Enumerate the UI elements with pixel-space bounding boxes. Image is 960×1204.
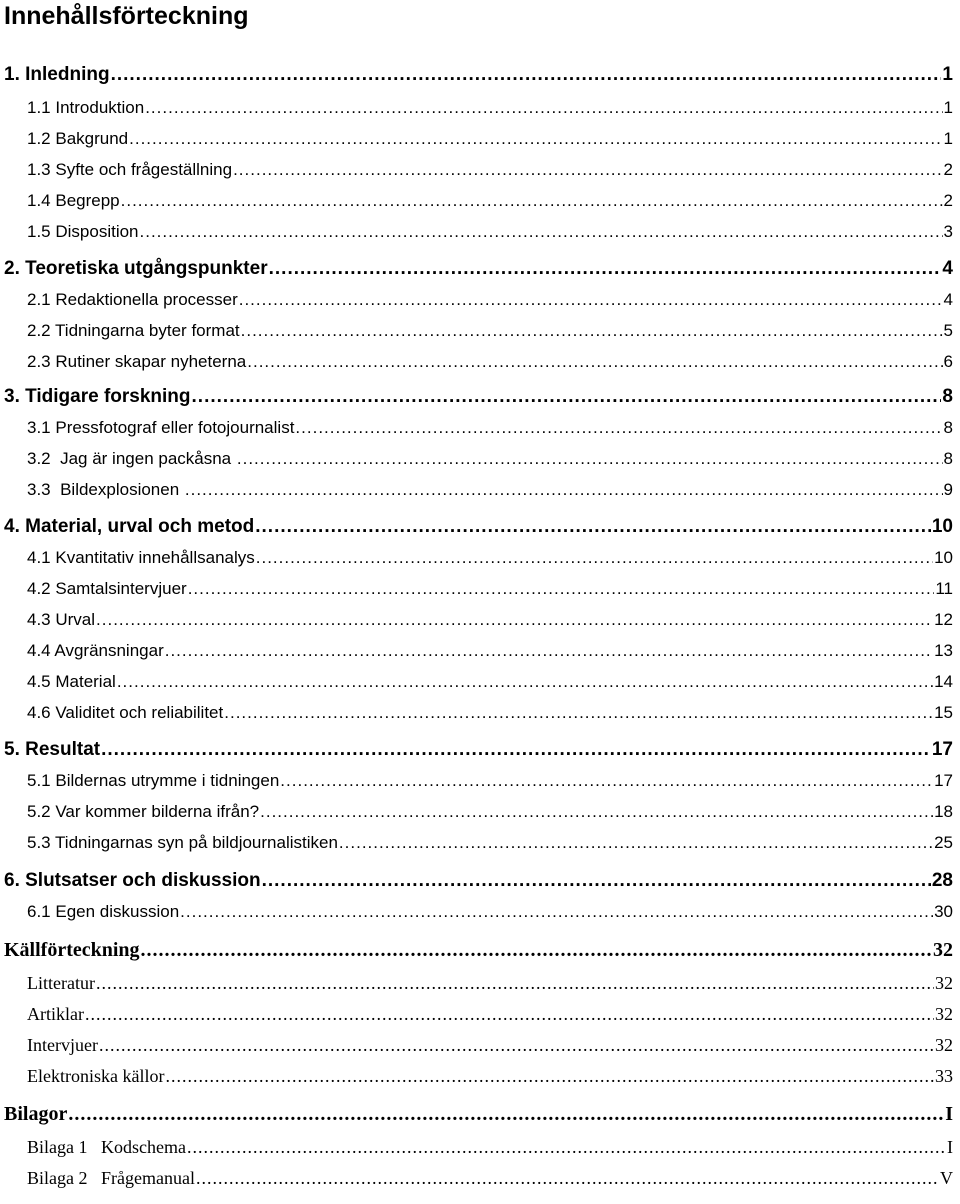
dot-leader: [111, 60, 942, 90]
dot-leader: [68, 1099, 944, 1129]
toc-entry-title: 3.1 Pressfotograf eller fotojournalist: [27, 418, 295, 437]
toc-entry-page: 2: [943, 160, 953, 179]
toc-entry-title: Bilaga 2 Frågemanual: [27, 1168, 195, 1188]
toc-entry-page: V: [940, 1168, 953, 1188]
toc-entry-page: 4: [943, 290, 953, 309]
toc-entry-page: 12: [934, 610, 953, 629]
toc-entry-title: Artiklar: [27, 1004, 84, 1024]
dot-leader: [165, 1061, 934, 1091]
toc-entry-page: I: [947, 1137, 953, 1157]
toc-entry-title: 2.3 Rutiner skapar nyheterna: [27, 352, 247, 371]
toc-entry-title: Elektroniska källor: [27, 1066, 165, 1086]
dot-leader: [129, 124, 942, 154]
toc-entry-page: 3: [943, 222, 953, 241]
page-title: Innehållsförteckning: [4, 2, 249, 30]
toc-entry[interactable]: [4, 735, 953, 765]
toc-entry-page: 1: [943, 98, 953, 117]
dot-leader: [192, 382, 942, 412]
toc-entry-page: 5: [943, 321, 953, 340]
dot-leader: [165, 636, 933, 666]
toc-entry-page: 32: [935, 1035, 953, 1055]
toc-entry-title: 2. Teoretiska utgångspunkter: [4, 258, 268, 279]
toc-entry-page: 15: [934, 703, 953, 722]
toc-entry-title: 3.3 Bildexplosionen: [27, 480, 184, 499]
toc-entry[interactable]: [27, 93, 953, 123]
dot-leader: [187, 1132, 946, 1162]
toc-entry[interactable]: [27, 475, 953, 505]
toc-entry-page: 8: [942, 386, 953, 407]
toc-entry[interactable]: [4, 935, 953, 965]
toc-entry[interactable]: [4, 382, 953, 412]
toc-entry-title: Intervjuer: [27, 1035, 98, 1055]
toc-entry-page: 25: [934, 833, 953, 852]
toc-entry[interactable]: [27, 574, 953, 604]
toc-entry[interactable]: [27, 316, 953, 346]
toc-entry-page: 32: [935, 973, 953, 993]
toc-entry-page: 32: [933, 939, 953, 961]
dot-leader: [85, 999, 934, 1029]
toc-entry[interactable]: [27, 1030, 953, 1060]
toc-entry-title: 4.1 Kvantitativ innehållsanalys: [27, 548, 255, 567]
toc-entry-title: 5.1 Bildernas utrymme i tidningen: [27, 771, 280, 790]
toc-entry-title: 2.1 Redaktionella processer: [27, 290, 238, 309]
toc-entry[interactable]: [4, 512, 953, 542]
toc-entry-page: 11: [935, 579, 953, 598]
dot-leader: [255, 512, 931, 542]
toc-entry-page: 33: [935, 1066, 953, 1086]
dot-leader: [141, 935, 932, 965]
toc-entry-title: Bilagor: [4, 1103, 68, 1125]
toc-entry[interactable]: [27, 766, 953, 796]
dot-leader: [280, 766, 933, 796]
toc-entry[interactable]: [27, 217, 953, 247]
dot-leader: [140, 217, 943, 247]
toc-entry[interactable]: [27, 124, 953, 154]
toc-entry[interactable]: [27, 797, 953, 827]
dot-leader: [117, 667, 933, 697]
dot-leader: [180, 897, 933, 927]
toc-entry[interactable]: [27, 999, 953, 1029]
toc-entry[interactable]: [4, 1099, 953, 1129]
toc-entry[interactable]: [27, 968, 953, 998]
toc-entry-page: 8: [943, 449, 953, 468]
dot-leader: [262, 866, 931, 896]
dot-leader: [96, 605, 933, 635]
toc-entry-page: 17: [934, 771, 953, 790]
toc-entry-title: 1.4 Begrepp: [27, 191, 120, 210]
toc-entry-title: 1.2 Bakgrund: [27, 129, 129, 148]
dot-leader: [196, 1163, 939, 1193]
toc-entry-title: Källförteckning: [4, 939, 140, 961]
dot-leader: [256, 543, 933, 573]
dot-leader: [269, 254, 942, 284]
toc-entry-title: 1.1 Introduktion: [27, 98, 145, 117]
toc-entry[interactable]: [27, 1163, 953, 1193]
toc-entry-page: 6: [943, 352, 953, 371]
toc-entry-page: 32: [935, 1004, 953, 1024]
toc-entry[interactable]: [27, 636, 953, 666]
dot-leader: [295, 413, 942, 443]
toc-entry[interactable]: [27, 1132, 953, 1162]
dot-leader: [99, 1030, 934, 1060]
toc-entry-page: 30: [934, 902, 953, 921]
toc-entry-page: 9: [943, 480, 953, 499]
toc-entry-page: 1: [943, 129, 953, 148]
dot-leader: [96, 968, 934, 998]
toc-entry[interactable]: [4, 60, 953, 90]
toc-entry-title: 6.1 Egen diskussion: [27, 902, 180, 921]
toc-entry-title: 4.5 Material: [27, 672, 116, 691]
toc-entry[interactable]: [27, 828, 953, 858]
toc-entry-page: 2: [943, 191, 953, 210]
dot-leader: [247, 347, 942, 377]
toc-entry[interactable]: [4, 866, 953, 896]
toc-entry-page: 1: [942, 64, 953, 85]
toc-entry-title: 3.2 Jag är ingen packåsna: [27, 449, 236, 468]
toc-entry[interactable]: [27, 413, 953, 443]
toc-entry-page: 8: [943, 418, 953, 437]
dot-leader: [239, 285, 943, 315]
toc-entry-title: Litteratur: [27, 973, 95, 993]
toc-entry-title: 2.2 Tidningarna byter format: [27, 321, 240, 340]
toc-entry-page: 13: [934, 641, 953, 660]
toc-entry-page: 10: [934, 548, 953, 567]
toc-entry-title: 5.3 Tidningarnas syn på bildjournalistiken: [27, 833, 338, 852]
dot-leader: [188, 574, 935, 604]
toc-entry-page: 4: [942, 258, 953, 279]
toc-entry[interactable]: [27, 605, 953, 635]
dot-leader: [121, 186, 943, 216]
toc-entry-page: 14: [934, 672, 953, 691]
toc-entry[interactable]: [27, 667, 953, 697]
toc-entry[interactable]: [4, 254, 953, 284]
toc-entry-title: 5. Resultat: [4, 739, 101, 760]
toc-entry-page: 18: [934, 802, 953, 821]
toc-entry-title: Bilaga 1 Kodschema: [27, 1137, 186, 1157]
toc-entry[interactable]: [27, 1061, 953, 1091]
toc-entry[interactable]: [27, 698, 953, 728]
toc-entry-title: 1. Inledning: [4, 64, 110, 85]
toc-entry-page: 28: [931, 870, 953, 891]
toc-entry-title: 1.5 Disposition: [27, 222, 139, 241]
toc-entry[interactable]: [27, 543, 953, 573]
dot-leader: [224, 698, 933, 728]
dot-leader: [185, 475, 943, 505]
toc-entry[interactable]: [27, 155, 953, 185]
dot-leader: [260, 797, 933, 827]
toc-entry[interactable]: [27, 285, 953, 315]
toc-entry-title: 4.3 Urval: [27, 610, 96, 629]
toc-entry-page: 10: [931, 516, 953, 537]
toc-entry[interactable]: [27, 897, 953, 927]
toc-entry-title: 4.6 Validitet och reliabilitet: [27, 703, 224, 722]
dot-leader: [241, 316, 943, 346]
toc-entry[interactable]: [27, 347, 953, 377]
toc-entry-page: I: [945, 1103, 953, 1125]
toc-entry-title: 6. Slutsatser och diskussion: [4, 870, 261, 891]
toc-entry-title: 4. Material, urval och metod: [4, 516, 255, 537]
toc-entry-title: 1.3 Syfte och frågeställning: [27, 160, 233, 179]
toc-entry[interactable]: [27, 186, 953, 216]
dot-leader: [339, 828, 933, 858]
toc-entry-title: 5.2 Var kommer bilderna ifrån?: [27, 802, 260, 821]
toc-entry-page: 17: [931, 739, 953, 760]
toc-entry-title: 4.2 Samtalsintervjuer: [27, 579, 187, 598]
toc-entry-title: 3. Tidigare forskning: [4, 386, 191, 407]
dot-leader: [233, 155, 942, 185]
dot-leader: [101, 735, 931, 765]
dot-leader: [237, 444, 943, 474]
toc-entry-title: 4.4 Avgränsningar: [27, 641, 164, 660]
dot-leader: [145, 93, 942, 123]
toc-entry[interactable]: [27, 444, 953, 474]
